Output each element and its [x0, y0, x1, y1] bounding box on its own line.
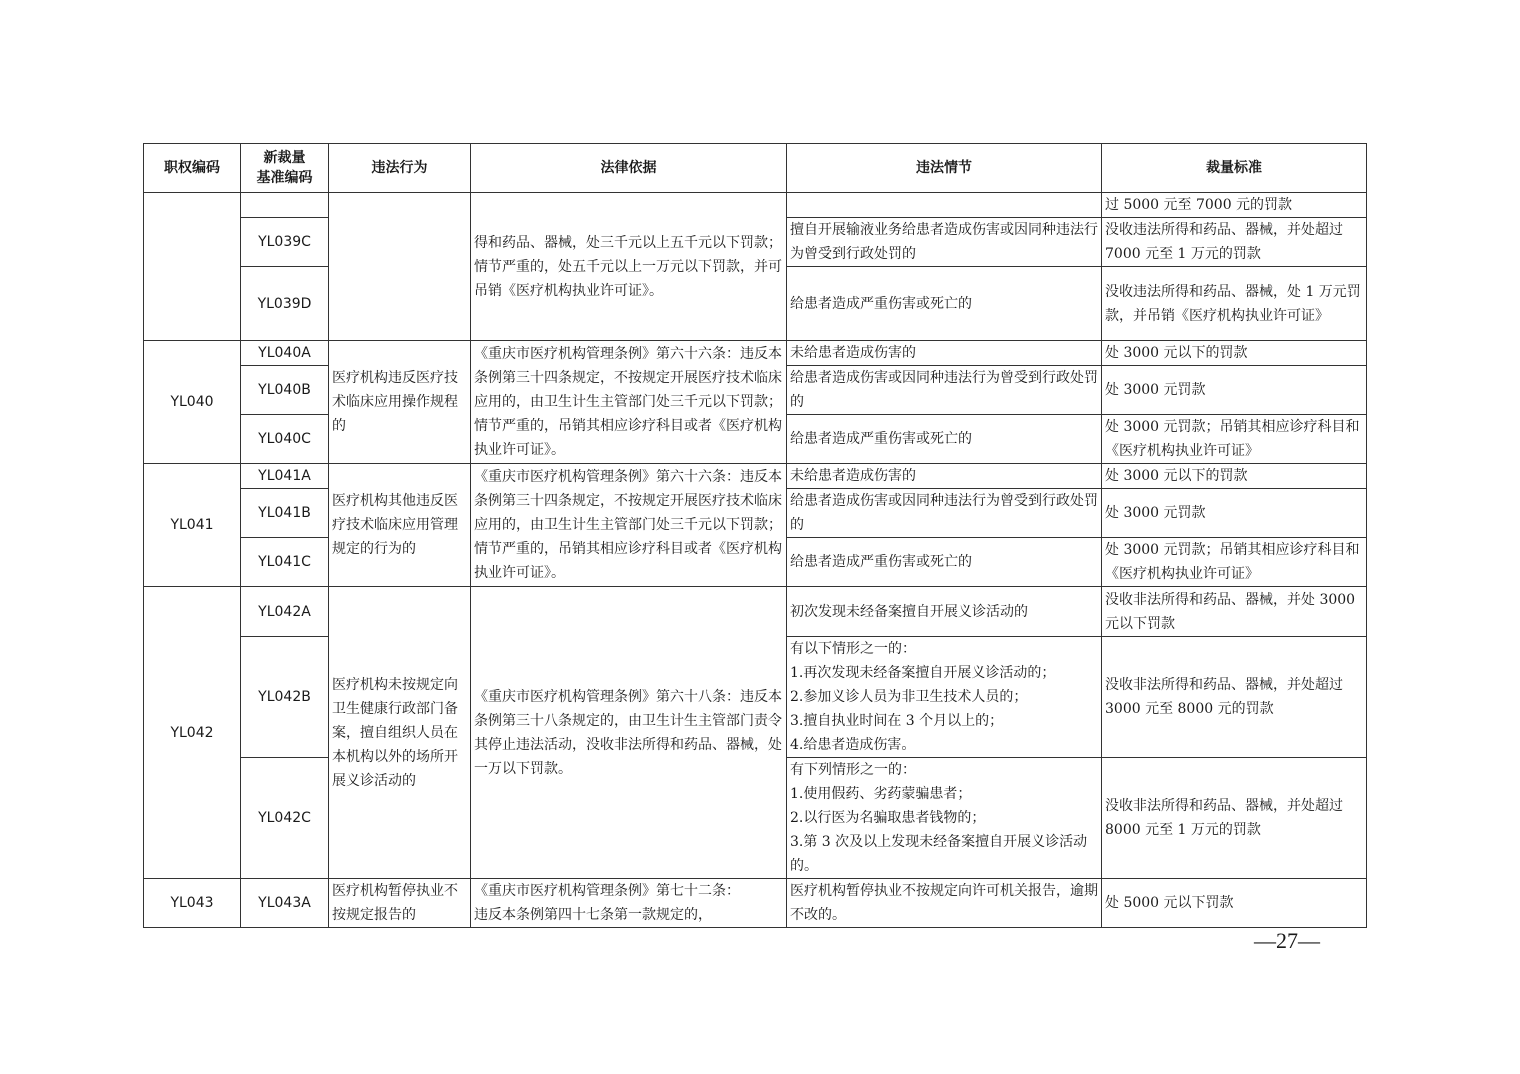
- header-standard: 裁量标准: [1102, 144, 1367, 193]
- circumstance-cell: [787, 193, 1102, 218]
- circumstance-cell: 给患者造成伤害或因同种违法行为曾受到行政处罚的: [787, 366, 1102, 415]
- sub-code-cell: YL042C: [241, 758, 329, 879]
- circumstance-cell: 给患者造成严重伤害或死亡的: [787, 538, 1102, 587]
- sub-code-cell: YL040A: [241, 341, 329, 366]
- sub-code-cell: YL042A: [241, 587, 329, 637]
- sub-code-cell: YL043A: [241, 879, 329, 928]
- table-row: [144, 464, 1367, 489]
- circumstance-cell: 初次发现未经备案擅自开展义诊活动的: [787, 587, 1102, 637]
- circumstance-cell: 擅自开展输液业务给患者造成伤害或因同种违法行为曾受到行政处罚的: [787, 218, 1102, 267]
- sub-code-cell: YL041A: [241, 464, 329, 489]
- sub-code-cell: YL039D: [241, 267, 329, 341]
- authority-code-cell: YL042: [144, 587, 241, 879]
- circumstance-cell: 有下列情形之一的： 1.使用假药、劣药蒙骗患者； 2.以行医为名骗取患者钱物的； 3.第 3 次及以上发现未经备案擅自开展义诊活动的。: [787, 758, 1102, 879]
- table-row: [144, 879, 1367, 928]
- standard-cell: 过 5000 元至 7000 元的罚款: [1102, 193, 1367, 218]
- circumstance-cell: 未给患者造成伤害的: [787, 464, 1102, 489]
- violation-cell: 医疗机构暂停执业不按规定报告的: [329, 879, 471, 928]
- sub-code-cell: YL041C: [241, 538, 329, 587]
- table-row: [144, 341, 1367, 366]
- standard-cell: 处 5000 元以下罚款: [1102, 879, 1367, 928]
- page-number: —27—: [1254, 928, 1320, 953]
- penalty-standard-table: [143, 143, 1367, 928]
- standard-cell: 处 3000 元以下的罚款: [1102, 341, 1367, 366]
- table-row: [144, 587, 1367, 637]
- authority-code-cell: YL040: [144, 341, 241, 464]
- header-authority-code: 职权编码: [144, 144, 241, 193]
- standard-cell: 处 3000 元罚款: [1102, 489, 1367, 538]
- violation-cell: 医疗机构其他违反医疗技术临床应用管理规定的行为的: [329, 464, 471, 587]
- authority-code-cell: [144, 193, 241, 341]
- sub-code-cell: YL040B: [241, 366, 329, 415]
- legal-basis-cell: 得和药品、器械，处三千元以上五千元以下罚款；情节严重的，处五千元以上一万元以下罚款，并可吊销《医疗机构执业许可证》。: [471, 193, 787, 341]
- sub-code-cell: YL039C: [241, 218, 329, 267]
- circumstance-cell: 给患者造成严重伤害或死亡的: [787, 415, 1102, 464]
- standard-cell: 没收非法所得和药品、器械，并处超过 8000 元至 1 万元的罚款: [1102, 758, 1367, 879]
- standard-cell: 没收违法所得和药品、器械，并处超过 7000 元至 1 万元的罚款: [1102, 218, 1367, 267]
- violation-cell: [329, 193, 471, 341]
- violation-cell: 医疗机构违反医疗技术临床应用操作规程的: [329, 341, 471, 464]
- sub-code-cell: YL040C: [241, 415, 329, 464]
- standard-cell: 处 3000 元罚款；吊销其相应诊疗科目和《医疗机构执业许可证》: [1102, 415, 1367, 464]
- circumstance-cell: 有以下情形之一的： 1.再次发现未经备案擅自开展义诊活动的； 2.参加义诊人员为非卫生技术人员的； 3.擅自执业时间在 3 个月以上的； 4.给患者造成伤害。: [787, 637, 1102, 758]
- standard-cell: 处 3000 元罚款；吊销其相应诊疗科目和《医疗机构执业许可证》: [1102, 538, 1367, 587]
- header-new-code: 新裁量 基准编码: [241, 144, 329, 193]
- circumstance-cell: 给患者造成严重伤害或死亡的: [787, 267, 1102, 341]
- circumstance-cell: 未给患者造成伤害的: [787, 341, 1102, 366]
- circumstance-cell: 给患者造成伤害或因同种违法行为曾受到行政处罚的: [787, 489, 1102, 538]
- table-header-row: [144, 144, 1367, 193]
- standard-cell: 处 3000 元罚款: [1102, 366, 1367, 415]
- header-violation: 违法行为: [329, 144, 471, 193]
- legal-basis-cell: 《重庆市医疗机构管理条例》第六十八条：违反本条例第三十八条规定的，由卫生计生主管部门责令其停止违法活动，没收非法所得和药品、器械，处一万以下罚款。: [471, 587, 787, 879]
- standard-cell: 没收非法所得和药品、器械，并处超过 3000 元至 8000 元的罚款: [1102, 637, 1367, 758]
- circumstance-cell: 医疗机构暂停执业不按规定向许可机关报告，逾期不改的。: [787, 879, 1102, 928]
- legal-basis-cell: 《重庆市医疗机构管理条例》第六十六条：违反本条例第三十四条规定，不按规定开展医疗技术临床应用的，由卫生计生主管部门处三千元以下罚款；情节严重的，吊销其相应诊疗科目或者《医疗机构执业许可证》。: [471, 341, 787, 464]
- authority-code-cell: YL041: [144, 464, 241, 587]
- violation-cell: 医疗机构未按规定向卫生健康行政部门备案，擅自组织人员在本机构以外的场所开展义诊活动的: [329, 587, 471, 879]
- sub-code-cell: [241, 193, 329, 218]
- header-circumstance: 违法情节: [787, 144, 1102, 193]
- authority-code-cell: YL043: [144, 879, 241, 928]
- table-row: [144, 193, 1367, 218]
- standard-cell: 处 3000 元以下的罚款: [1102, 464, 1367, 489]
- header-legal-basis: 法律依据: [471, 144, 787, 193]
- sub-code-cell: YL041B: [241, 489, 329, 538]
- standard-cell: 没收违法所得和药品、器械，处 1 万元罚款，并吊销《医疗机构执业许可证》: [1102, 267, 1367, 341]
- sub-code-cell: YL042B: [241, 637, 329, 758]
- legal-basis-cell: 《重庆市医疗机构管理条例》第七十二条： 违反本条例第四十七条第一款规定的，: [471, 879, 787, 928]
- legal-basis-cell: 《重庆市医疗机构管理条例》第六十六条：违反本条例第三十四条规定，不按规定开展医疗技术临床应用的，由卫生计生主管部门处三千元以下罚款；情节严重的，吊销其相应诊疗科目或者《医疗机构执业许可证》。: [471, 464, 787, 587]
- standard-cell: 没收非法所得和药品、器械，并处 3000 元以下罚款: [1102, 587, 1367, 637]
